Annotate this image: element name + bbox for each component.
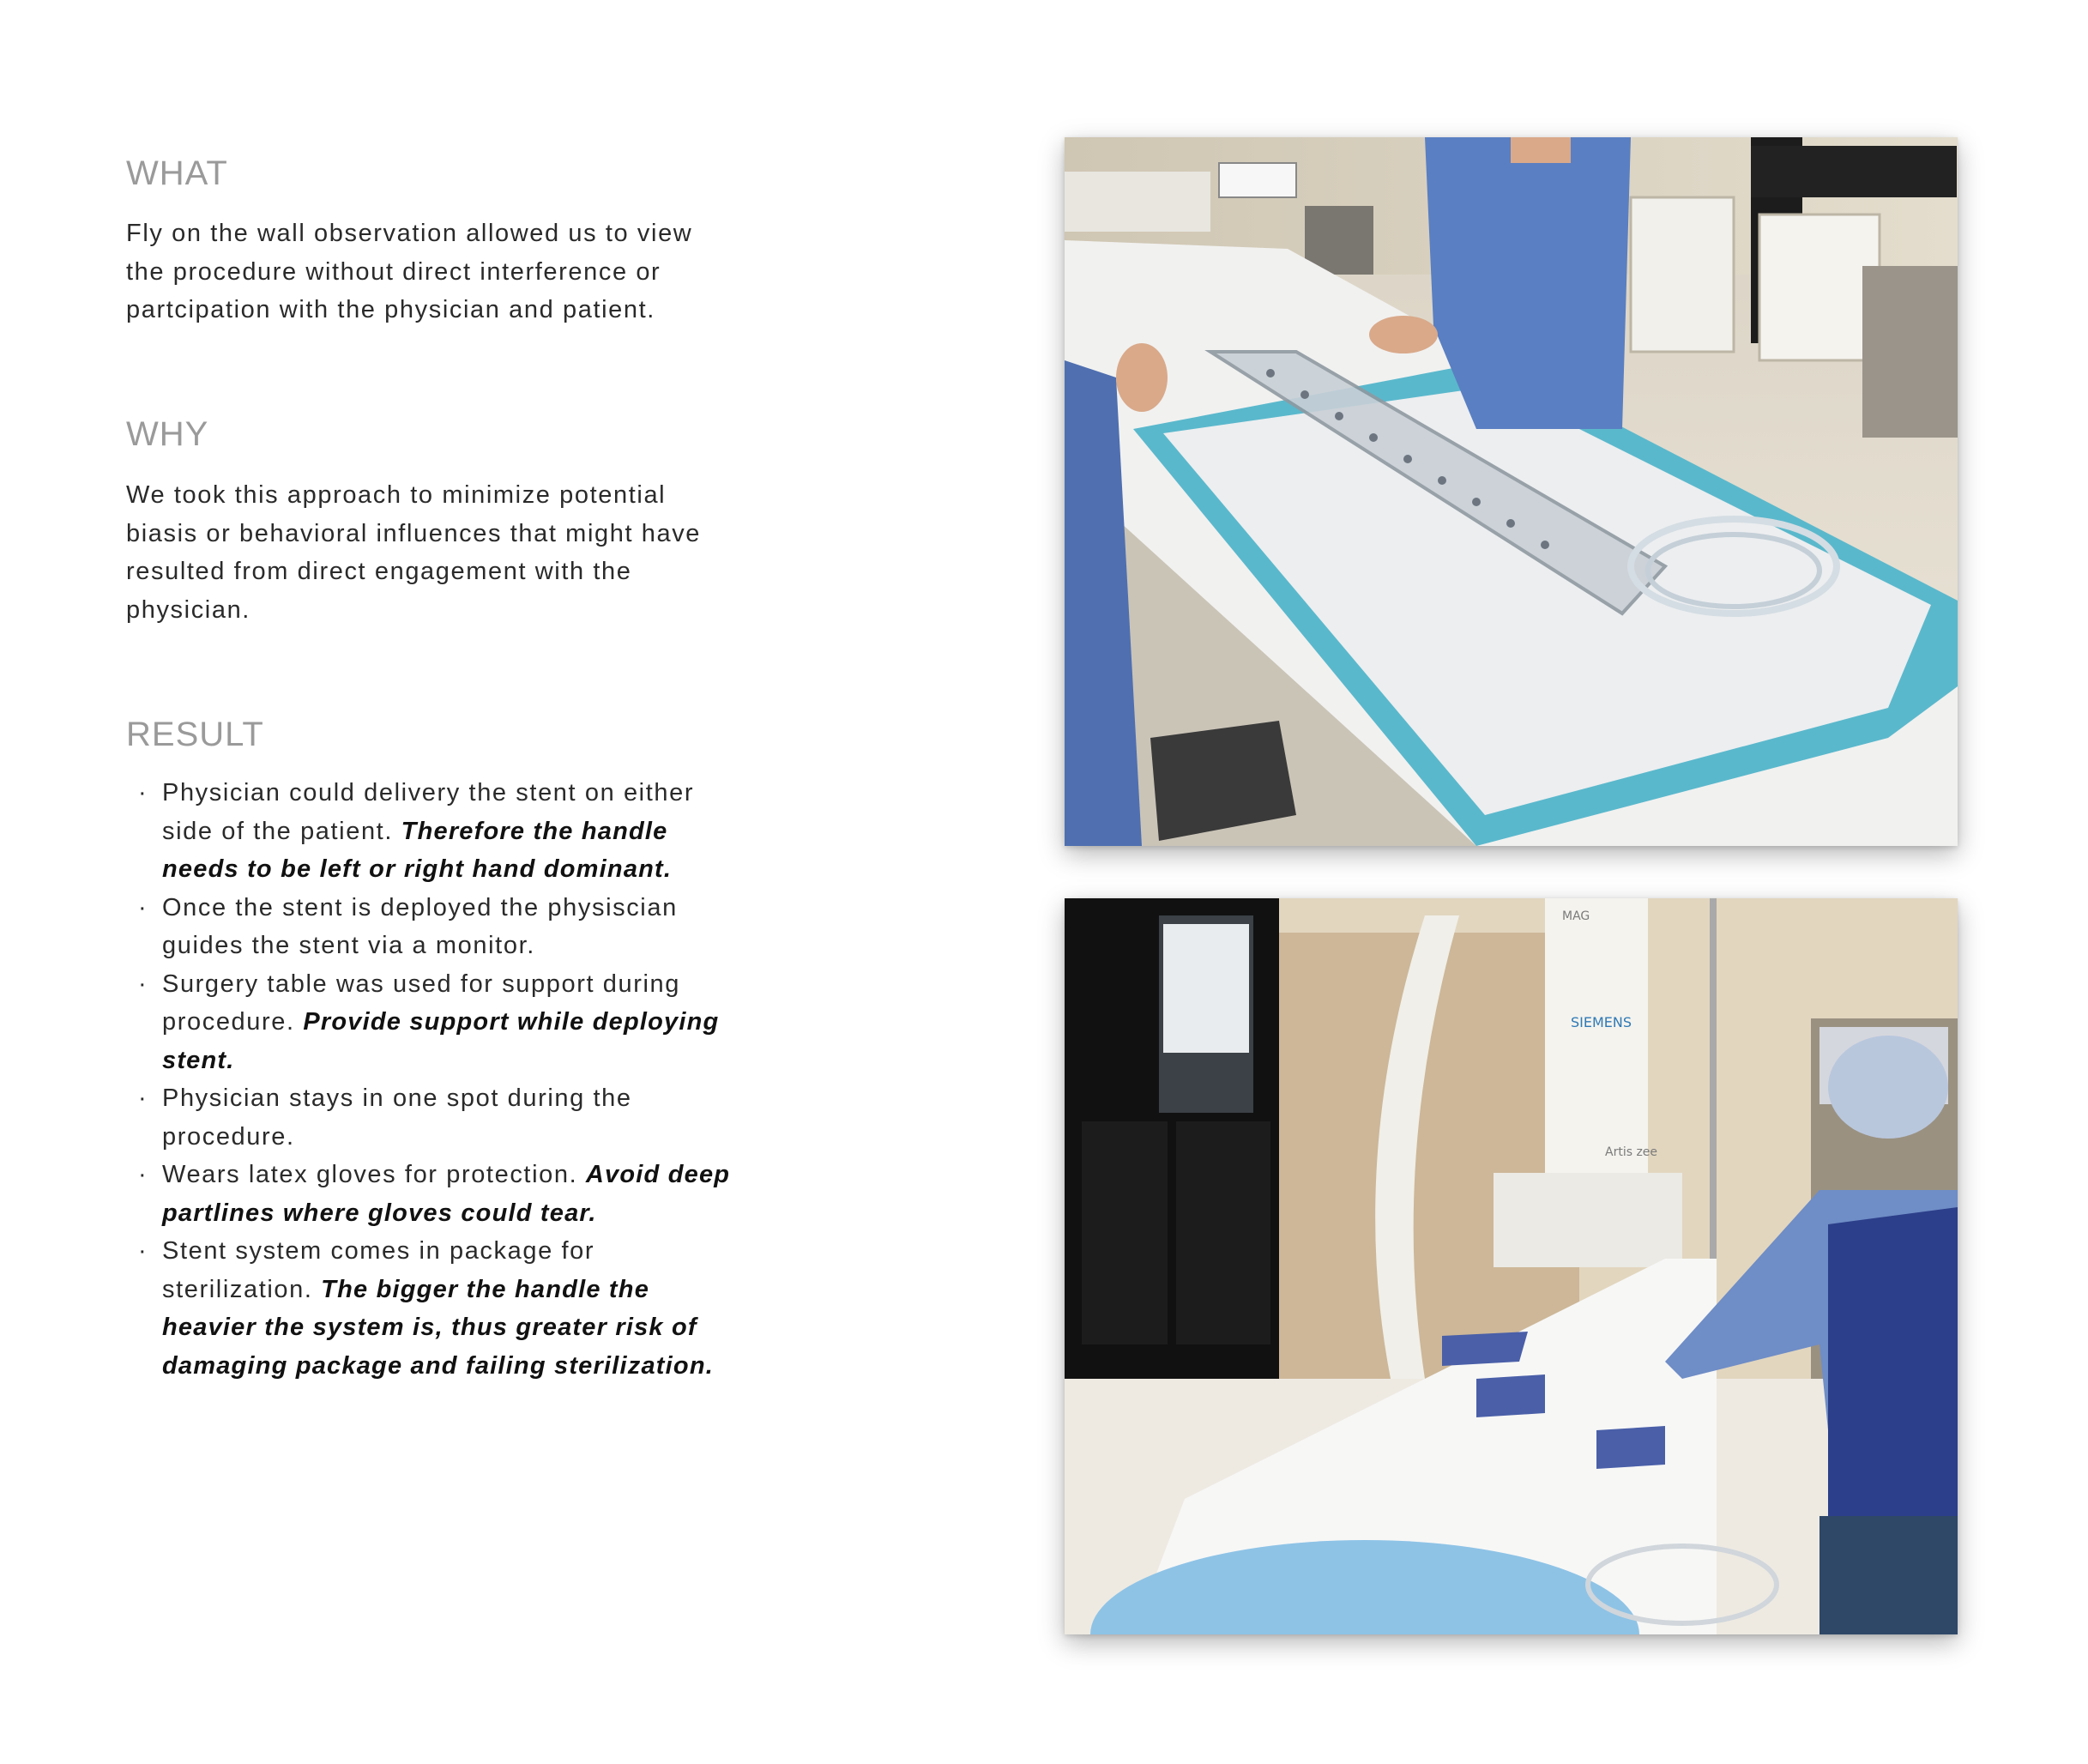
result-item xyxy=(126,1079,744,1156)
what-body: Fly on the wall observation allowed us to view the procedure without direct interference or partcipation with the physician and patient. xyxy=(126,220,693,323)
result-item xyxy=(126,1232,744,1385)
siemens-label: SIEMENS xyxy=(1571,1014,1632,1030)
mag-label: MAG xyxy=(1562,909,1590,923)
result-item xyxy=(126,1156,744,1232)
what-heading: WHAT xyxy=(126,154,228,192)
result-item xyxy=(126,965,744,1080)
result-item xyxy=(126,889,744,965)
result-item-emphasis: Provide support while deploying stent. xyxy=(162,1008,720,1074)
result-item-text: Once the stent is deployed the physiscian guides the stent via a monitor. xyxy=(162,893,678,959)
cath-lab-monitors-and-c-arm-photo xyxy=(1065,898,1958,1634)
result-item-text: Stent system comes in package for sterilization. xyxy=(162,1237,595,1303)
operating-room-table-illustration xyxy=(1065,137,1958,846)
bullet-dot: · xyxy=(138,1237,148,1265)
result-item-emphasis: Therefore the handle needs to be left or right hand dominant. xyxy=(162,817,673,883)
result-heading: RESULT xyxy=(126,716,264,753)
bullet-dot: · xyxy=(138,1084,148,1112)
result-item-text: Wears latex gloves for protection. xyxy=(162,1161,586,1188)
result-item xyxy=(126,774,744,889)
stent-handle-on-surgery-table-photo xyxy=(1065,137,1958,846)
result-item-text: Physician stays in one spot during the procedure. xyxy=(162,1084,632,1151)
bullet-dot: · xyxy=(138,970,148,998)
why-heading: WHY xyxy=(126,415,209,453)
result-item-text: Surgery table was used for support during procedure. xyxy=(162,970,681,1036)
artis-zee-label: Artis zee xyxy=(1605,1145,1658,1159)
why-body: We took this approach to minimize potential biasis or behavioral influences that might have resulted from direct engagement with the physician. xyxy=(126,481,702,624)
result-item-emphasis: The bigger the handle the heavier the system is, thus greater risk of damaging package and failing sterilization. xyxy=(162,1275,714,1380)
result-item-text: Physician could delivery the stent on either side of the patient. xyxy=(162,779,695,845)
result-list xyxy=(126,774,744,1385)
bullet-dot: · xyxy=(138,1161,148,1188)
bullet-dot: · xyxy=(138,779,148,806)
bullet-dot: · xyxy=(138,893,148,921)
cath-lab-illustration xyxy=(1065,898,1958,1634)
result-item-emphasis: Avoid deep partlines where gloves could tear. xyxy=(162,1161,731,1227)
